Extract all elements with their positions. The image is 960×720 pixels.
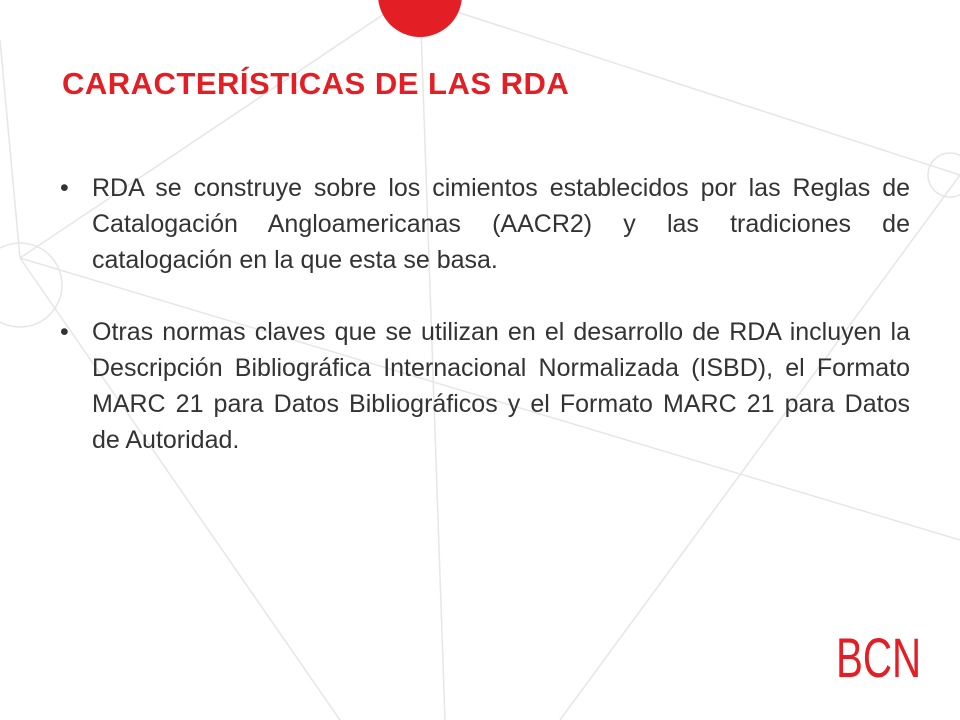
bullet-item <box>60 170 910 278</box>
slide-title: CARACTERÍSTICAS DE LAS RDA <box>62 66 570 101</box>
bullet-text: Otras normas claves que se utilizan en el desarrollo de RDA incluyen la Descripción Bibliográfica Internacional Normalizada (ISBD), el Formato MARC 21 para Datos Bibliográficos y el Formato MARC 21 para Datos de Autoridad. <box>92 318 910 454</box>
decor-line <box>0 40 20 258</box>
decor-red-dot <box>378 0 462 37</box>
decor-node-circle <box>928 153 960 197</box>
bullet-mark: • <box>60 318 69 346</box>
decor-node-circle <box>0 243 62 327</box>
bullet-mark: • <box>60 174 69 202</box>
bcn-logo: BCN <box>836 626 922 689</box>
bullet-list <box>60 170 910 494</box>
bullet-text: RDA se construye sobre los cimientos establecidos por las Reglas de Catalogación Angloamericanas (AACR2) y las tradiciones de catalogación en la que esta se basa. <box>92 174 910 274</box>
bullet-item <box>60 314 910 458</box>
